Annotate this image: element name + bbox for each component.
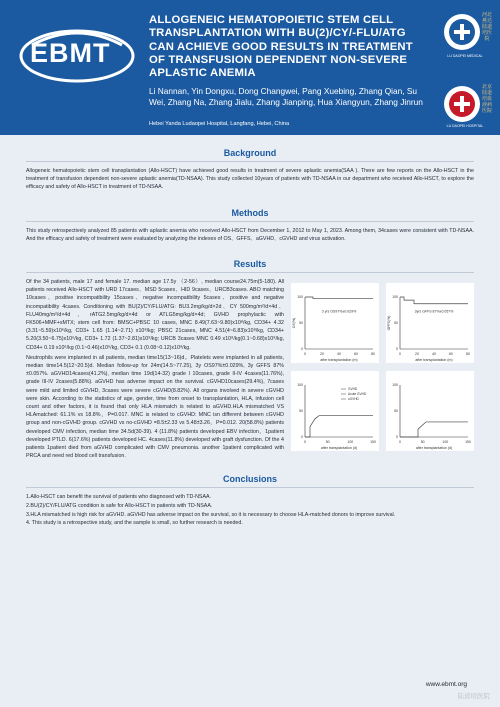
x-axis-label: after transplantation (m) [415,358,453,363]
poster-body [26,148,474,528]
survival-curve [305,297,373,299]
conclusion-item: 1.Allo-HSCT can benefit the survival of patients who diagnosed with TD-NSAA. [26,494,211,501]
x-axis-label: after transplantation (m) [320,358,358,363]
hospital-cross-icon [444,14,480,50]
x-tick-label: 20 [415,352,419,357]
survival-curve [305,416,373,437]
conclusions-heading: Conclusions [222,474,277,485]
x-tick-label: 40 [432,352,436,357]
conclusions-list [26,493,474,527]
x-tick-label: 50 [325,440,330,445]
x-tick-label: 0 [399,352,401,357]
km-chart-4 [386,371,474,451]
x-tick-label: 60 [449,352,453,357]
x-axis-label: after transplantation (d) [320,446,358,451]
x-axis-label: after transplantation (d) [415,446,453,451]
x-tick-label: 80 [371,352,375,357]
y-tick-label: 50 [299,409,303,414]
x-tick-label: 60 [354,352,358,357]
divider [26,221,474,222]
x-tick-label: 100 [347,440,354,445]
y-tick-label: 100 [392,383,398,388]
divider [26,272,474,273]
y-tick-label: 50 [394,321,398,326]
x-tick-label: 0 [399,440,401,445]
survival-curve [400,297,468,304]
medical-cross-icon [444,86,480,122]
methods-text: This study retrospectively analyzed 85 patients with aplastic anemia who received Allo-HSCT from December 1, 2012 to May 1, 2023. Among them, 34cases were consistent with TD-NSAA. And the efficacy and safety of treatment were evaluated by analyzing the indexes of OS、GFFS、aGVHD、cGVHD and virus activation. [26,227,474,242]
y-tick-label: 0 [396,435,398,440]
legend-label: cGVHD [348,397,359,402]
y-axis-label: OS(%) [292,317,296,329]
hospital-name-top: 河北燕达陆道培医院 [482,12,493,42]
conclusion-item: 3.HLA mismatched is high risk for aGVHD. aGVHD has adverse impact on the survival, so it is necessary to choose HLA-matched donors to improve survival. [26,511,396,518]
background-text: Allogeneic hematopoietic stem cell transplantation (Allo-HSCT) have achieved good results in treatment of severe aplastic anemia(SAA ). There are few reports on the Allo-HSCT in the treatment of transfusion dependent non-severe aplastic anemia(TD-NSAA). This study collected 10years of patients with TD-NSAA in our department who received Allo-HSCT, to explore the efficacy and safety of Allo-HSCT in treatment of TD-NSAA. [26,168,474,191]
y-tick-label: 0 [301,347,303,352]
x-tick-label: 100 [442,440,449,445]
conclusion-item: 2.BU(2)/CY/FLU/ATG condition is safe for Allo-HSCT in patients with TD-NSAA. [26,503,213,510]
divider [26,161,474,162]
legend-label: GVHD [348,387,358,392]
chart-panel [291,283,474,453]
legend-label: Acute GVHD [348,392,367,397]
x-tick-label: 0 [304,352,306,357]
x-tick-label: 150 [465,440,471,445]
results-heading: Results [233,259,267,270]
x-tick-label: 150 [370,440,376,445]
hospital-name-bottom: 北京陆道培血液病医院 [482,84,493,114]
results-section [26,259,474,460]
x-tick-label: 40 [337,352,341,357]
x-tick-label: 80 [466,352,470,357]
chart-annotation: 3 yrs OS97%±0.029% [321,309,357,314]
y-axis-label: GFFS(%) [387,315,391,331]
y-tick-label: 50 [299,321,303,326]
conclusions-section [26,474,474,527]
results-para-2: Neutrophils were implanted in all patients, median time15(13~16)d。Platelets were implanted in all patients, median time14.5(12~20.5)d. Median follow-up for 24m(14.5~77.25), 3y OS97%±0.029%, 3y GFFS 87%±0.057%. aGVHD14cases(41.2%), median time 19d(14-32) grade I 10cases, grade II-IV 4cases(11.76%), grade III-IV 2cases(5.88%). aGVHD has adverse impact on the survival. cGVHD10cases(29.4%), 7cases were mild and limited cGVHD, 3cases were severe cGVHD(8.82%). All organs involved in severe cGVHD were skin. According to the statistics of age, gender, time from onset to transplantation, HLA, infusion cell count and other factors, it is found that only HLA mismatch is related to aGVHD.HLA mismatched VS HLAmatched: 61.1% vs 18.8%，P=0.017. MNC is related to cGVHD: MNC isn different between cGVHD group and non-cGVHD group. cGVHD vs no-cGVHD =8.5±2.33 vs 5.48±3.26，P=0.012. 20(58.8%) patients developed CMV infection, median time 34.5d(30-39). 4 (11.8%) patients developed EBV infection，1patient developed PTLD. 6(17.6%) patients developed HC. 4cases(11.8%) developed with graft dysfunction. Of the 4 patients 1patient died from aGVHD complicated with CMV pneumonia. another 1patient complicated with PRCA and need red blood cell transfusion. [26,354,284,460]
watermark: 陆道培医院 [457,693,490,700]
y-tick-label: 0 [301,435,303,440]
logo-text: EBMT [30,38,111,68]
methods-section [26,208,474,243]
hospital-sub-top: LU DAOPEI MEDICAL [447,54,483,58]
y-tick-label: 100 [297,383,303,388]
y-tick-label: 100 [297,295,303,300]
poster-title: ALLOGENEIC HEMATOPOIETIC STEM CELL TRANSPLANTATION WITH BU(2)/CY/-FLU/ATG CAN ACHIEVE GOOD RESULTS IN TREATMENT OF TRANSFUSION DEPENDENT NON-SEVERE APLASTIC ANEMIA [149,14,413,80]
background-heading: Background [223,148,277,158]
header-banner [0,0,500,135]
y-tick-label: 100 [392,295,398,300]
affiliation: Hebei Yanda Ludaopei Hospital, Langfang, Hebei, China [149,121,290,127]
chart-annotation: 3yrs GFFS 87%±0.057% [414,309,454,314]
x-tick-label: 0 [304,440,306,445]
results-para-1: Of the 34 patients, male 17 and female 17. median age 17.5y （2-56）, median course24.75m(5-180). All patients received Allo-HSCT with URD 17cases、MSD 5cases、HID 9cases、URCB3cases. ABO matching 10cases、positive incompatibility 15cases、negative incompatibility 5cases、positive and negative incompatibility 4cases. Conditioning with BU(2)/CY/FLU/ATG: BU3.2mg/kg/d×2d、CY 500mg/m²/d×4d、FLU40mg/m²/d×4d、rATG2.5mg/kg/d×4d or ATLG5mg/kg/d×4d; GVHD prophylactic with FK506+MMF+sMTX; stem cell from: BMSC+PBSC 10 cases, MNC 8.49(7.63~9.80)x10⁸/kg, CD34+ 4.32 (3.31~5.59)x10⁶/kg, CD3+ 1.65 (1.14~2.71) x10⁸/kg; PBSC 21cases, MNC 4.51(4~6.83)x10⁸/kg, CD34+ 5.20(3.50~6.75)x10⁶/kg, CD3+ 1.72 (1.37~2.81)x10⁸/kg; URCB 3cases MNC 0.49 x10⁸/kg(0.1~0.68)x10⁸/kg, CD34+ 0.19 x10⁶/kg (0.1~0.46)x10⁶/kg, CD3+ 0.1 (0.08~0.12)x10⁸/kg. [26,279,284,351]
km-chart-1 [291,283,379,363]
y-tick-label: 50 [394,409,398,414]
km-chart-3 [291,371,379,451]
km-chart-2 [386,283,474,363]
y-tick-label: 0 [396,347,398,352]
survival-curve [400,422,468,437]
background-section [26,148,474,192]
x-tick-label: 20 [320,352,324,357]
conclusion-item: 4. This study is a retrospective study, and the sample is small, so further research is needed. [26,520,243,527]
footer-url[interactable]: www.ebmt.org [425,681,467,688]
author-list: Li Nannan, Yin Dongxu, Dong Changwei, Pang Xuebing, Zhang Qian, Su Wei, Zhang Na, Zhang Jialu, Zhang Jianping, Hua Xiangyun, Zhang Jinrun [149,86,423,107]
x-tick-label: 50 [420,440,425,445]
divider [26,487,474,488]
methods-heading: Methods [231,207,269,218]
hospital-sub-bottom: LU DAOPEI HOSPITAL [446,124,484,128]
